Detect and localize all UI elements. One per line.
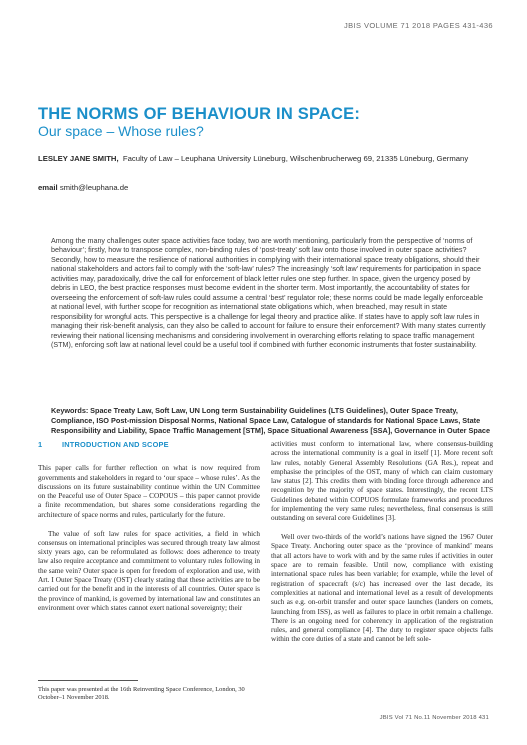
body-paragraph: activities must conform to international law, where consensus-building across the international community is a goal in itself [1]. More recent soft law rules, notably General Assembly Resolutions (GA Res.), repeat and emphasise the principles of the OST, many of which can claim customary law status [2]. This credits them with binding force through adherence and recognition by the majority of space states. Interestingly, the recent LTS Guidelines debated within COPUOS formulate frameworks and procedures for implementing the very same rules; nevertheless, final consensus is still outstanding on several core Guidelines [3]. (271, 440, 493, 523)
keywords-label: Keywords: (51, 406, 89, 415)
right-column (271, 440, 493, 654)
footnote-divider (38, 680, 138, 681)
email-line (38, 183, 128, 192)
body-paragraph: Well over two-thirds of the world’s nations have signed the 1967 Outer Space Treaty. Anchoring outer space as the ‘province of mankind’ means that all actors have to work with and by the same rules if activities in outer space are to remain feasible. Until now, compliance with existing international space rules has been variable; for example, while the level of registration of spacecraft (s/c) has increased over the last decade, its complexities at national and international level as a result of developments such as e.g. on-orbit transfer and outer space launches (landers on comets, launching from ISS), as well as failures to place in orbit remain a challenge. There is an ongoing need for coherency in application of the registration rules, and general compliance [4]. The duty to register space objects falls within the core duties of a state and cannot be left sole- (271, 533, 493, 644)
keywords (51, 406, 491, 436)
section-number: 1 (38, 440, 43, 449)
author-affiliation: Faculty of Law – Leuphana University Lüneburg, Wilschenbrucherweg 69, 21335 Lüneburg, Germany (122, 154, 469, 163)
section-heading (38, 440, 260, 449)
section-title: INTRODUCTION AND SCOPE (62, 440, 169, 449)
article-title: THE NORMS OF BEHAVIOUR IN SPACE: (38, 105, 361, 123)
body-paragraph: This paper calls for further reflection on what is now required from governments and stakeholders in regard to ‘our space – whose rules’. As the discussions on its future sustainability continue within the UN Committee on the Peaceful use of Outer Space – COPOUS – this paper cannot provide a finite recommendation, but shares some considerations regarding the architecture of space norms and rules, particularly for the future. (38, 464, 260, 519)
abstract: Among the many challenges outer space activities face today, two are worth mentioning, particularly from the perspective of ‘norms of behaviour’; firstly, how to transpose complex, non-binding rules of ‘post-treaty’ soft law onto those involved in outer space activities? Secondly, how to measure the resilience of national authorities in complying with their international space treaty obligations, should their national stakeholders and actors fail to comply with the ‘soft-law’ rules? The increasingly ‘soft law’ requirements for participation in space activities may, paradoxically, drive the call for enforcement of black letter rules one step further. In space, given the urgency posed by debris in LEO, the best practice responses must become evident in the shorter term. Most importantly, the accountability of states for overseeing the enforcement of soft-law rules could assume a central ‘best’ regulator role; these norms could be made legally enforceable at national level, with further scope for recognition as international state obligations which, when breached, may result in state responsibility for wrongful acts. This perspective is a challenge for legal theory and practice alike. If states have to apply soft law rules in managing their risk-benefit analysis, can they also be called to account for failure to ensure their enforcement? With many states currently reviewing their national licensing mechanisms and considering involvement in overarching efforts relating to space traffic management (STM), enforcing soft law at national level could be a useful tool if combined with further economic instruments that foster sustainability. (51, 237, 486, 349)
article-subtitle: Our space – Whose rules? (38, 123, 204, 139)
footnote: This paper was presented at the 16th Reinventing Space Conference, London, 30 October–1 November 2018. (38, 686, 245, 702)
page-footer: JBIS Vol 71 No.11 November 2018 431 (379, 715, 489, 721)
email-label: email (38, 183, 58, 192)
author-name: LESLEY JANE SMITH, (38, 154, 119, 163)
author-line (38, 154, 498, 163)
left-column (38, 440, 260, 623)
keywords-text: Space Treaty Law, Soft Law, UN Long term Sustainability Guidelines (LTS Guidelines), Outer Space Treaty, Compliance, ISO Post-mission Disposal Norms, National Space Law, Catalogue of standards for National Space Laws, State Responsibility and Liability, Space Traffic Management [STM], Space Situational Awareness [SSA], Governance in Outer Space (51, 406, 491, 435)
journal-reference: JBIS VOLUME 71 2018 PAGES 431-436 (344, 21, 493, 30)
email-address[interactable]: smith@leuphana.de (59, 183, 129, 192)
body-paragraph: The value of soft law rules for space activities, a field in which consensus on international principles was secured through treaty law almost sixty years ago, can be reformulated as follows: does adherence to treaty law also require acceptance and commitment to voluntary rules following in the same vein? Outer space is open for freedom of exploration and use, with Art. I Outer Space Treaty (OST) clearly stating that these activities are to be carried out for the benefit and in the interests of all countries. Outer space is the province of mankind, is governed by international law and constitutes an environment over which states cannot exert national sovereignty; their (38, 529, 260, 612)
